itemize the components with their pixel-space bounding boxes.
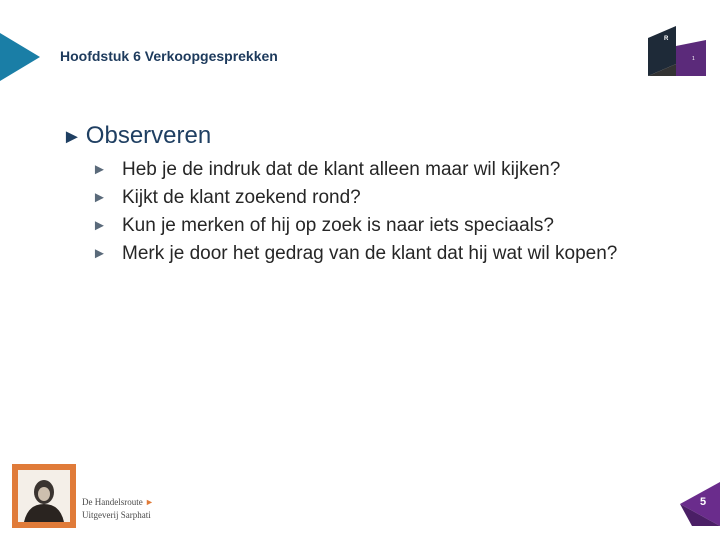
page-number: 5 [700, 496, 707, 508]
heading-text: Observeren [85, 122, 212, 149]
publisher-logo [12, 464, 76, 528]
section-heading [62, 122, 211, 150]
bullet-text: Heb je de indruk dat de klant alleen maar wil kijken? [122, 159, 561, 180]
list-item [92, 240, 652, 268]
publisher-line2: Uitgeverij Sarphati [82, 510, 151, 520]
bullet-arrow-icon: ► [92, 217, 107, 234]
badge-letter: R [664, 36, 669, 42]
bullet-text: Kun je merken of hij op zoek is naar iets speciaals? [122, 215, 554, 236]
bullet-list [92, 156, 652, 268]
list-item [92, 184, 652, 212]
publisher-line1: De Handelsroute [82, 497, 143, 507]
corner-badge [648, 26, 708, 76]
publisher-name [82, 496, 154, 522]
portrait-logo-icon [18, 470, 70, 522]
bullet-arrow-icon: ► [92, 245, 107, 262]
corner-badge-icon [648, 26, 708, 76]
bullet-arrow-icon: ► [92, 161, 107, 178]
heading-arrow-icon: ► [62, 126, 82, 148]
chapter-title: Hoofdstuk 6 Verkoopgesprekken [60, 48, 278, 64]
bullet-arrow-icon: ► [92, 189, 107, 206]
list-item [92, 156, 652, 184]
publisher-arrow-icon: ► [144, 497, 154, 507]
badge-number: 1 [692, 56, 695, 62]
bullet-text: Merk je door het gedrag van de klant dat hij wat wil kopen? [122, 243, 618, 264]
bullet-text: Kijkt de klant zoekend rond? [122, 187, 361, 208]
list-item [92, 212, 652, 240]
triangle-marker-icon [0, 33, 40, 81]
